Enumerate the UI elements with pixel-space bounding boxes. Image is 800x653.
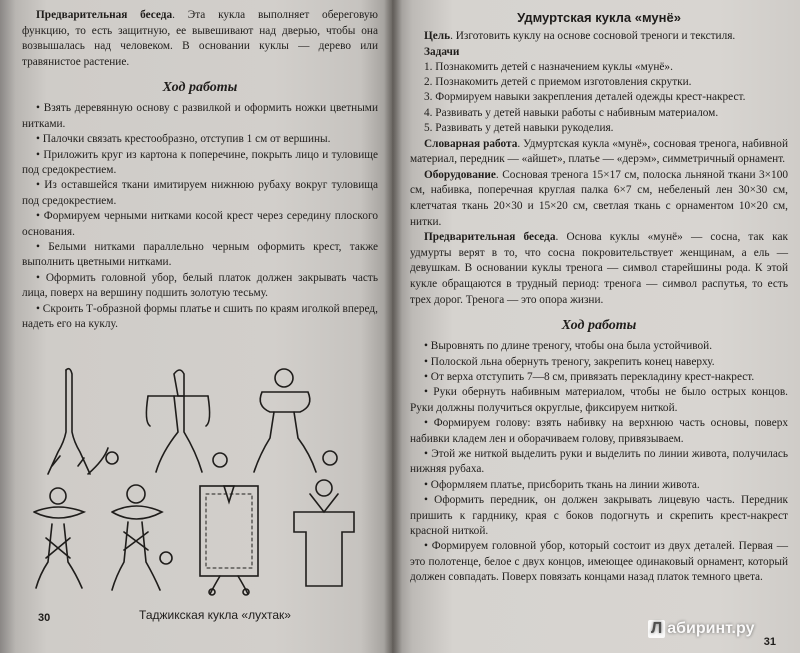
doll-figure-6-pattern: [200, 486, 258, 595]
book-gutter: [384, 0, 402, 653]
right-step: • Оформляем платье, присборить ткань на линии живота.: [410, 478, 788, 493]
right-intro-text: . Основа куклы «мунё» — сосна, так как удмурты верят в то, что сосна покровительствует женщинам, а ель — девушкам. В основании куклы тренога — символ старейшины рода. К этой кукле обращаются в трудный период: тренога — символ распутья, то есть трех дорог. Тренога — это опора жизни.: [410, 231, 788, 306]
right-step: • Формируем головной убор, который состоит из двух деталей. Первая — это полотенце, белое с двух концов, имеющее одинаковый орнамент, который должен совпадать. Поверх повязать концами назад платок темного цвета.: [410, 539, 788, 585]
left-step: • Формируем черными нитками косой крест через середину плоского основания.: [22, 209, 378, 240]
vocab-label: Словарная работа: [424, 137, 518, 150]
right-work-heading: Ход работы: [561, 318, 637, 334]
task-item: 2. Познакомить детей с приемом изготовления скрутки.: [424, 76, 692, 88]
doll-figure-3: [254, 369, 337, 472]
left-intro-paragraph: [22, 8, 378, 70]
watermark-text: абиринт.ру: [667, 620, 755, 637]
left-step: • Взять деревянную основу с развилкой и оформить ножки цветными нитками.: [22, 101, 378, 132]
right-intro-label: Предварительная беседа: [424, 231, 556, 244]
labirint-watermark: [648, 620, 754, 638]
right-page-number: 31: [763, 636, 776, 648]
right-steps-list: [410, 339, 788, 586]
right-step: • Полоской льна обернуть треногу, закрепить конец наверху.: [410, 355, 788, 370]
doll-figure-5: [112, 485, 172, 590]
equipment-label: Оборудование: [424, 168, 496, 181]
left-steps-list: [22, 101, 378, 332]
doll-figure-4: [34, 488, 84, 588]
task-item: 4. Развивать у детей навыки работы с набивным материалом.: [424, 106, 719, 119]
vocab-paragraph: [410, 137, 788, 168]
right-step: • Оформить передник, он должен закрывать лицевую часть. Передник пришить к гарднику, края с боков подогнуть и скрепить крест-накрест красной ниткой.: [410, 493, 788, 539]
left-step: • Оформить головной убор, белый платок должен закрывать часть лица, поверх на вершину подшить золотую тесьму.: [22, 271, 378, 302]
right-step: • Руки обернуть набивным материалом, чтобы не было острых концов. Руки должны получиться округлые, фиксируем ниткой.: [410, 385, 788, 416]
figure-caption: Таджикская кукла «лухтак»: [139, 608, 291, 622]
doll-figure-2: [146, 370, 227, 472]
task-item: 1. Познакомить детей с назначением куклы «мунё».: [424, 60, 673, 73]
right-page-title: Удмуртская кукла «мунё»: [517, 10, 681, 25]
left-step: • Из оставшейся ткани имитируем нижнюю рубаху вокруг туловища под средокрестием.: [22, 178, 378, 209]
equipment-text: . Сосновая тренога 15×17 см, полоска льняной ткани 3×100 см, набивка, поперечная круглая палка 6×7 см, небеленый лен 30×30 см, клетчатая ткань 20×30 и 15×20 см, светлая ткань с орнаментом 10×20 см, нитки.: [410, 168, 788, 228]
right-step: • Этой же ниткой выделить руки и выделить по линии живота, получилась нижняя рубаха.: [410, 447, 788, 478]
doll-figure-7: [294, 480, 354, 586]
left-step: • Палочки связать крестообразно, отступив 1 см от вершины.: [22, 132, 378, 147]
left-work-heading: Ход работы: [162, 80, 238, 96]
left-page-number: 30: [38, 612, 51, 624]
doll-illustrations: [24, 362, 364, 602]
right-intro-paragraph: [410, 230, 788, 308]
equipment-paragraph: [410, 168, 788, 230]
goal-text: . Изготовить куклу на основе сосновой треноги и текстиля.: [450, 30, 736, 42]
left-step: • Белыми нитками параллельно черным оформить крест, также выполнить цветными нитками.: [22, 240, 378, 271]
tasks-label: Задачи: [424, 45, 460, 58]
left-step: • Скроить Т-образной формы платье и сшить по краям иголкой вперед, надеть его на куклу.: [22, 302, 378, 333]
right-step: • Формируем голову: взять набивку на верхнюю часть основы, поверх набивки кладем лен и оборачиваем голову, привязываем.: [410, 416, 788, 447]
left-intro-label: Предварительная беседа: [36, 9, 173, 21]
left-step: • Приложить круг из картона к поперечине, покрыть лицо и туловище под средокрестием.: [22, 148, 378, 179]
watermark-logo: Л: [648, 620, 665, 638]
task-item: 3. Формируем навыки закрепления деталей одежды крест-накрест.: [424, 91, 746, 104]
tasks-list: [410, 60, 788, 137]
vocab-text: . Удмуртская кукла «мунё», сосновая тренога, набивной материал, передник — «айшет», платье — «дерэм», симметричный орнамент.: [410, 137, 788, 166]
right-step: • Выровнять по длине треногу, чтобы она была устойчивой.: [410, 339, 788, 354]
doll-figure-1: [48, 369, 118, 474]
doll-steps-drawing: [24, 362, 364, 602]
goal-paragraph: [410, 29, 788, 45]
task-item: 5. Развивать у детей навыки рукоделия.: [424, 122, 614, 135]
left-intro-text: . Эта кукла выполняет обереговую функцию, то есть защитную, ее вывешивают над дверью, чтобы она возвышалась над человеком. В основании куклы — дерево или травянистое растение.: [22, 9, 379, 68]
goal-label: Цель: [424, 30, 451, 42]
right-page: [392, 0, 800, 653]
right-step: • От верха отступить 7—8 см, привязать перекладину крест-накрест.: [410, 370, 788, 385]
